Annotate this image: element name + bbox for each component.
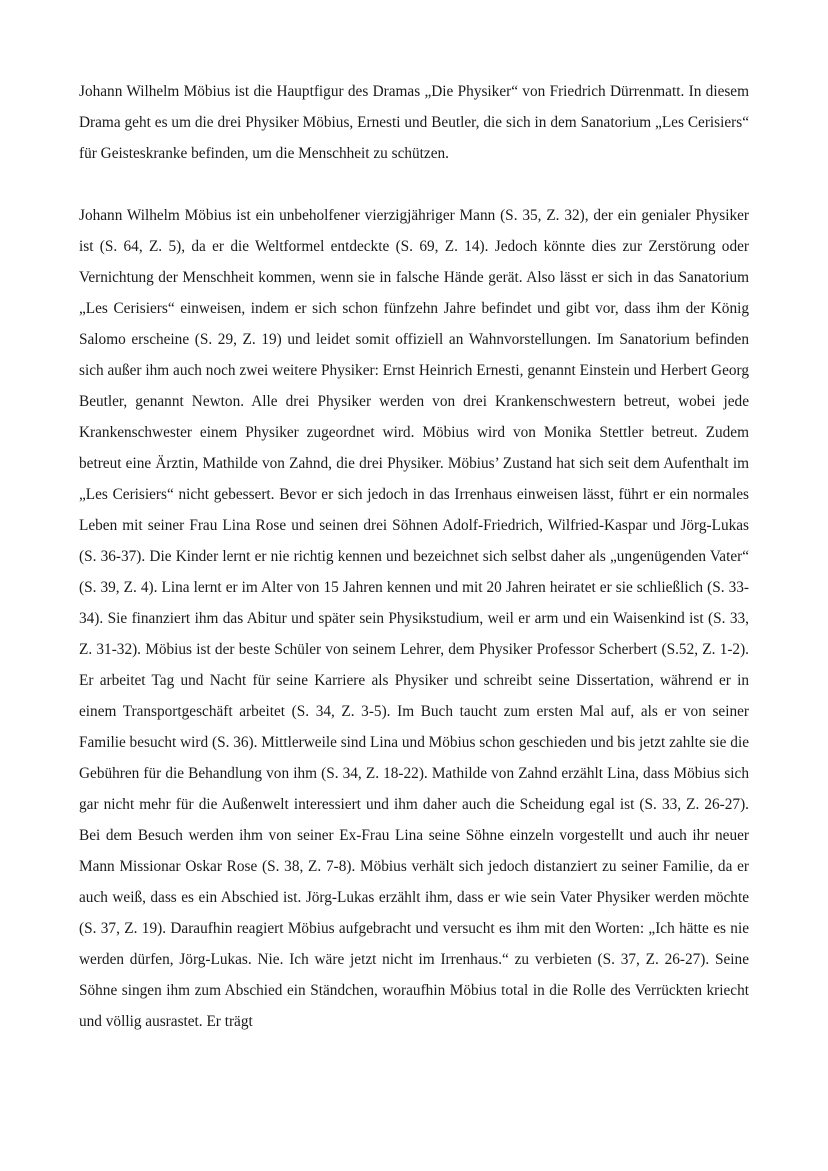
document-page — [79, 76, 749, 1037]
intro-paragraph: Johann Wilhelm Möbius ist die Hauptfigur des Dramas „Die Physiker“ von Friedrich Dürrenmatt. In diesem Drama geht es um die drei Physiker Möbius, Ernesti und Beutler, die sich in dem Sanatorium „Les Cerisiers“ für Geisteskranke befinden, um die Menschheit zu schützen. — [79, 83, 749, 162]
body-paragraph: Johann Wilhelm Möbius ist ein unbeholfener vierzigjähriger Mann (S. 35, Z. 32), der ein genialer Physiker ist (S. 64, Z. 5), da er die Weltformel entdeckte (S. 69, Z. 14). Jedoch könnte dies zur Zerstörung oder Vernichtung der Menschheit kommen, wenn sie in falsche Hände gerät. Also lässt er sich in das Sanatorium „Les Cerisiers“ einweisen, indem er sich schon fünfzehn Jahre befindet und gibt vor, dass ihm der König Salomo erscheine (S. 29, Z. 19) und leidet somit offiziell an Wahnvorstellungen. Im Sanatorium befinden sich außer ihm auch noch zwei weitere Physiker: Ernst Heinrich Ernesti, genannt Einstein und Herbert Georg Beutler, genannt Newton. Alle drei Physiker werden von drei Krankenschwestern betreut, wobei jede Krankenschwester einem Physiker zugeordnet wird. Möbius wird von Monika Stettler betreut. Zudem betreut eine Ärztin, Mathilde von Zahnd, die drei Physiker. Möbius’ Zustand hat sich seit dem Aufenthalt im „Les Cerisiers“ nicht gebessert. Bevor er sich jedoch in das Irrenhaus einweisen lässt, führt er ein normales Leben mit seiner Frau Lina Rose und seinen drei Söhnen Adolf-Friedrich, Wilfried-Kaspar und Jörg-Lukas (S. 36-37). Die Kinder lernt er nie richtig kennen und bezeichnet sich selbst daher als „ungenügenden Vater“ (S. 39, Z. 4). Lina lernt er im Alter von 15 Jahren kennen und mit 20 Jahren heiratet er sie schließlich (S. 33-34). Sie finanziert ihm das Abitur und später sein Physikstudium, weil er arm und ein Waisenkind ist (S. 33, Z. 31-32). Möbius ist der beste Schüler von seinem Lehrer, dem Physiker Professor Scherbert (S.52, Z. 1-2). Er arbeitet Tag und Nacht für seine Karriere als Physiker und schreibt seine Dissertation, während er in einem Transportgeschäft arbeitet (S. 34, Z. 3-5). Im Buch taucht zum ersten Mal auf, als er von seiner Familie besucht wird (S. 36). Mittlerweile sind Lina und Möbius schon geschieden und bis jetzt zahlte sie die Gebühren für die Behandlung von ihm (S. 34, Z. 18-22). Mathilde von Zahnd erzählt Lina, dass Möbius sich gar nicht mehr für die Außenwelt interessiert und ihm daher auch die Scheidung egal ist (S. 33, Z. 26-27). Bei dem Besuch werden ihm von seiner Ex-Frau Lina seine Söhne einzeln vorgestellt und auch ihr neuer Mann Missionar Oskar Rose (S. 38, Z. 7-8). Möbius verhält sich jedoch distanziert zu seiner Familie, da er auch weiß, dass es ein Abschied ist. Jörg-Lukas erzählt ihm, dass er wie sein Vater Physiker werden möchte (S. 37, Z. 19). Daraufhin reagiert Möbius aufgebracht und versucht es ihm mit den Worten: „Ich hätte es nie werden dürfen, Jörg-Lukas. Nie. Ich wäre jetzt nicht im Irrenhaus.“ zu verbieten (S. 37, Z. 26-27). Seine Söhne singen ihm zum Abschied ein Ständchen, woraufhin Möbius total in die Rolle des Verrückten kriecht und völlig ausrastet. Er trägt — [79, 207, 749, 1030]
